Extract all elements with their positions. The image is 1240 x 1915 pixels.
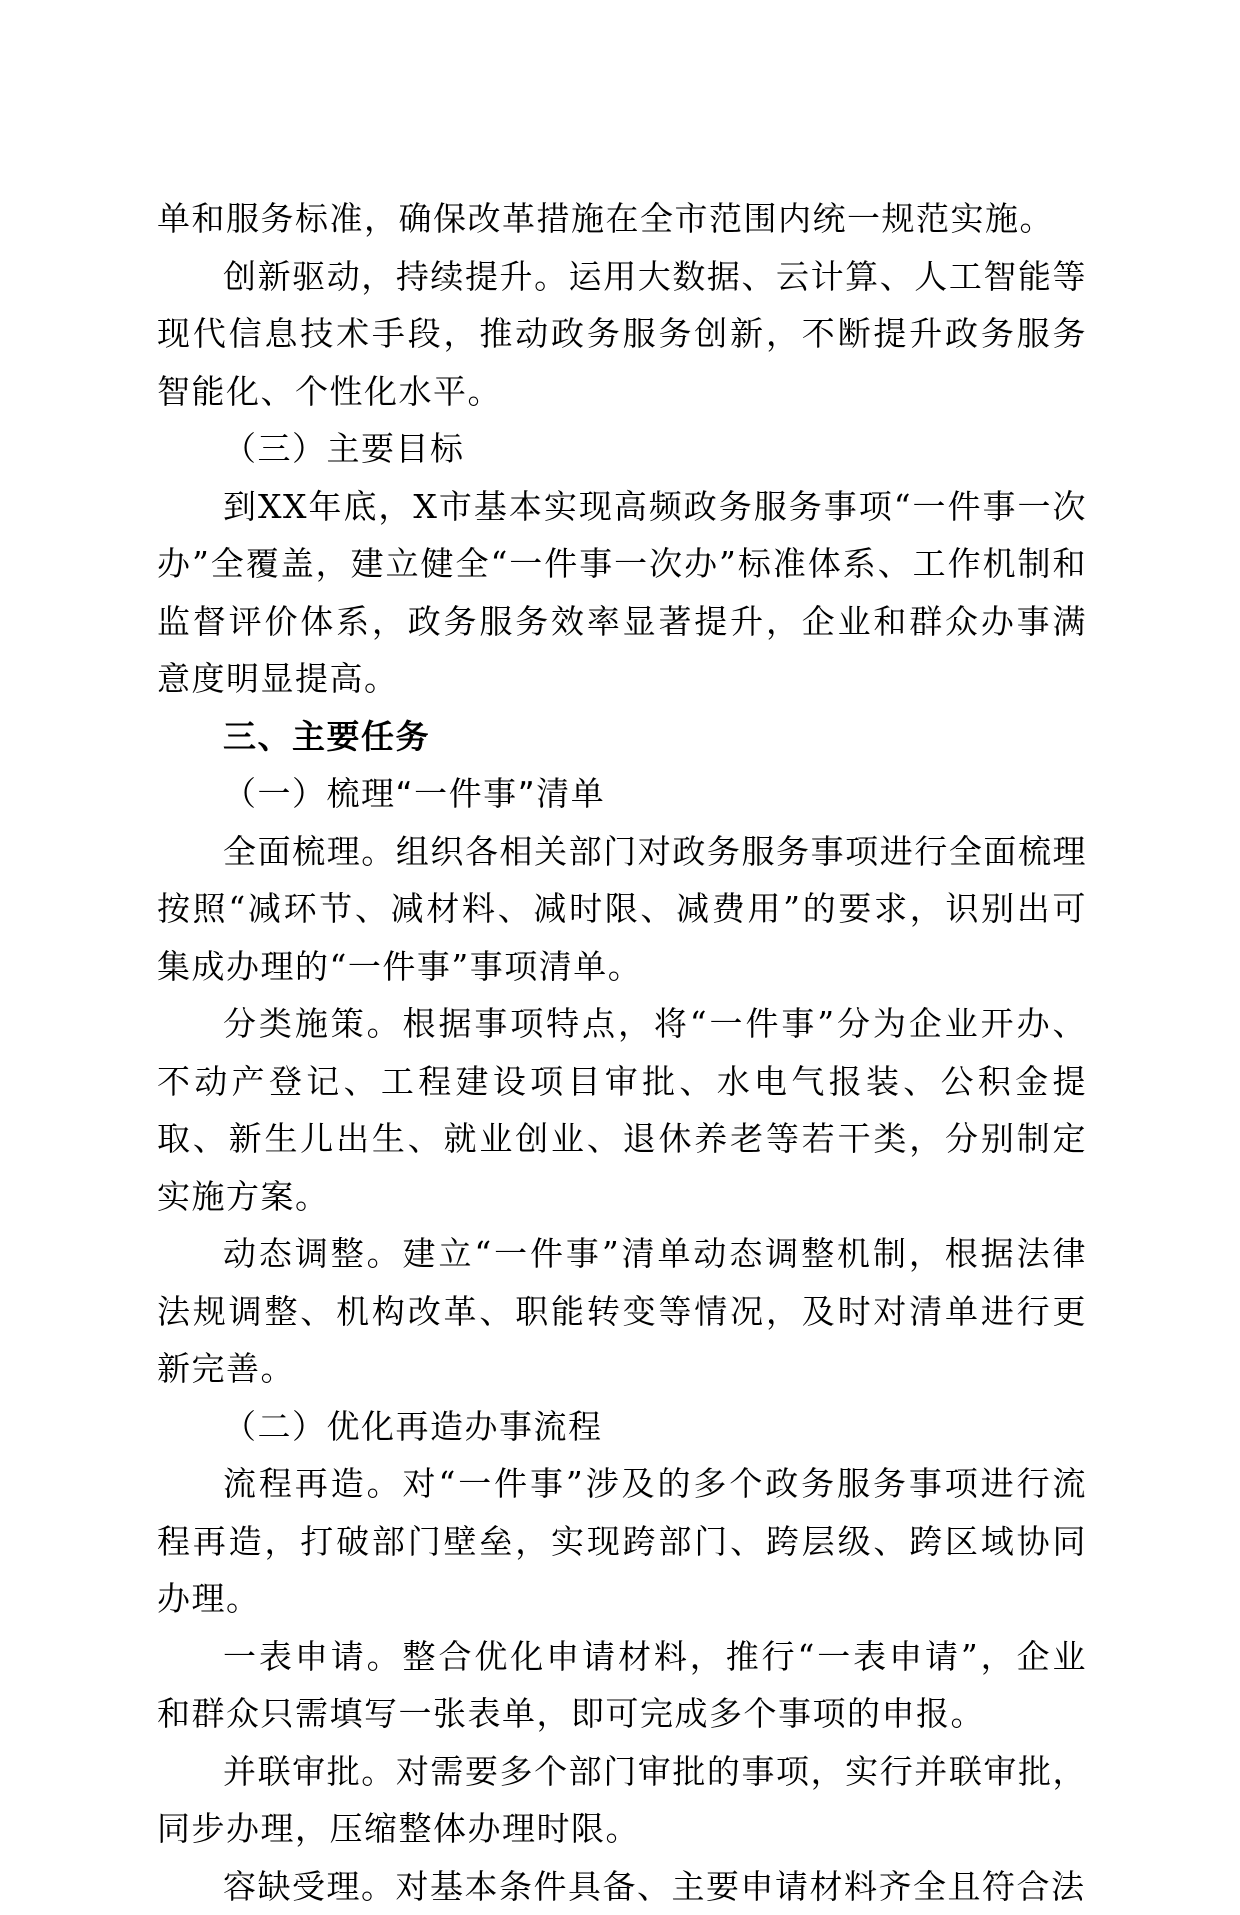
- body-paragraph: 流程再造。对“一件事”涉及的多个政务服务事项进行流程再造，打破部门壁垒，实现跨部门、跨层级、跨区域协同办理。: [157, 1455, 1087, 1628]
- body-paragraph: 单和服务标准，确保改革措施在全市范围内统一规范实施。: [157, 190, 1087, 248]
- body-paragraph: 创新驱动，持续提升。运用大数据、云计算、人工智能等现代信息技术手段，推动政务服务创新，不断提升政务服务智能化、个性化水平。: [157, 248, 1087, 421]
- body-paragraph: 分类施策。根据事项特点，将“一件事”分为企业开办、不动产登记、工程建设项目审批、水电气报装、公积金提取、新生儿出生、就业创业、退休养老等若干类，分别制定实施方案。: [157, 995, 1087, 1225]
- body-paragraph: 全面梳理。组织各相关部门对政务服务事项进行全面梳理按照“减环节、减材料、减时限、减费用”的要求，识别出可集成办理的“一件事”事项清单。: [157, 823, 1087, 996]
- body-paragraph: 动态调整。建立“一件事”清单动态调整机制，根据法律法规调整、机构改革、职能转变等情况，及时对清单进行更新完善。: [157, 1225, 1087, 1398]
- section-subheading: （三）主要目标: [157, 420, 1087, 478]
- body-paragraph: 到XX年底，X市基本实现高频政务服务事项“一件事一次办”全覆盖，建立健全“一件事一次办”标准体系、工作机制和监督评价体系，政务服务效率显著提升，企业和群众办事满意度明显提高。: [157, 478, 1087, 708]
- body-paragraph: 容缺受理。对基本条件具备、主要申请材料齐全且符合法: [157, 1858, 1087, 1915]
- document-page: [157, 190, 1087, 1915]
- body-paragraph: 一表申请。整合优化申请材料，推行“一表申请”，企业和群众只需填写一张表单，即可完成多个事项的申报。: [157, 1628, 1087, 1743]
- section-subheading: （二）优化再造办事流程: [157, 1398, 1087, 1456]
- section-heading: 三、主要任务: [157, 708, 1087, 766]
- body-paragraph: 并联审批。对需要多个部门审批的事项，实行并联审批，同步办理，压缩整体办理时限。: [157, 1743, 1087, 1858]
- section-subheading: （一）梳理“一件事”清单: [157, 765, 1087, 823]
